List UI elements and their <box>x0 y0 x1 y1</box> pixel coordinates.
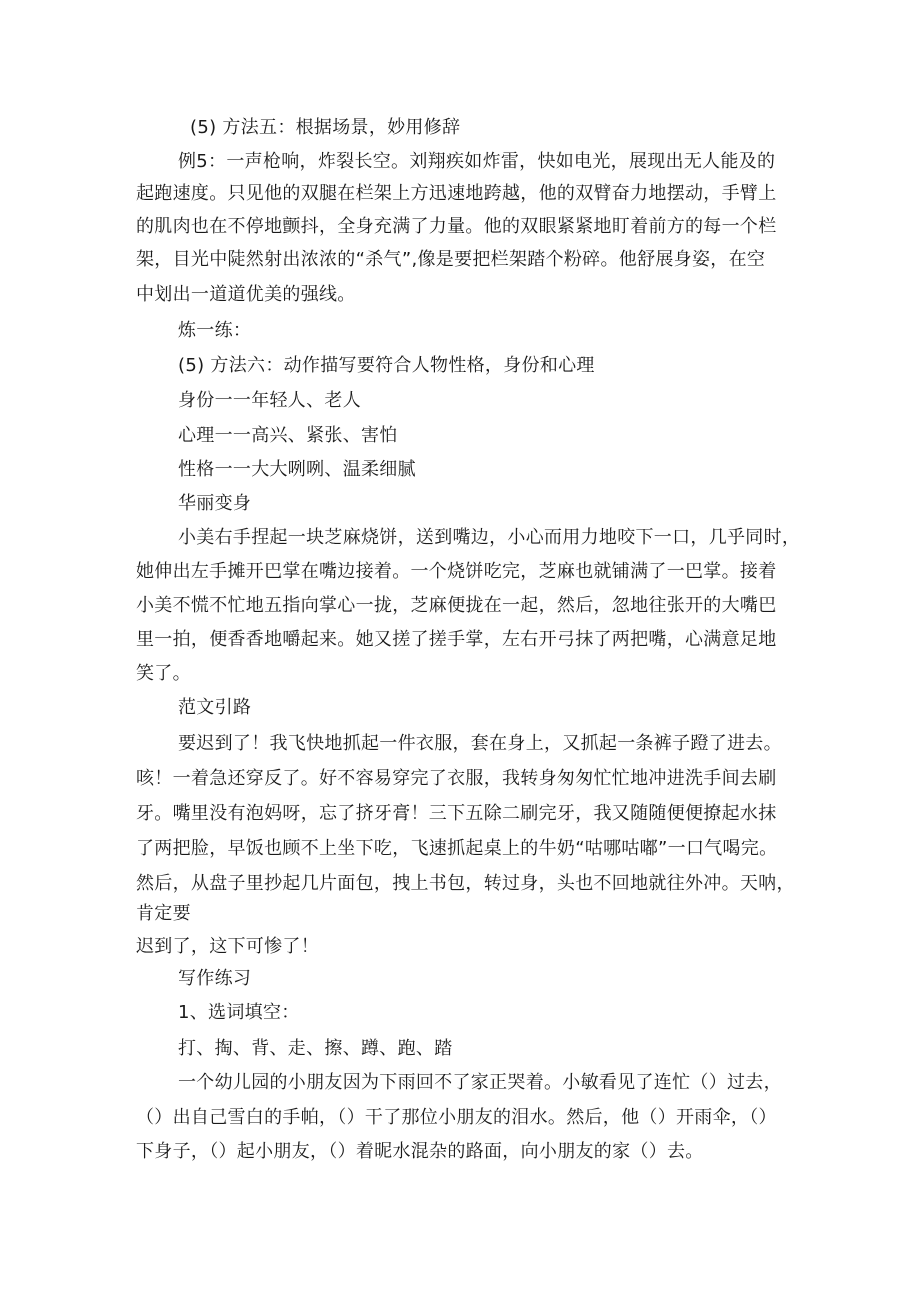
xiaomei-paragraph-line: 她伸出左手摊开巴掌在嘴边接着。一个烧饼吃完，芝麻也就铺满了一巴掌。接着 <box>136 561 777 582</box>
practice-heading: 炼一练： <box>178 320 252 341</box>
xiaomei-paragraph-line: 笑了。 <box>136 663 191 684</box>
example-five-line: 的肌肉也在不停地颤抖，全身充满了力量。他的双眼紧紧地盯着前方的每一个栏 <box>136 216 777 237</box>
writing-practice-heading: 写作练习 <box>178 968 252 989</box>
fill-in-blank-line: 下身子，（）起小朋友，（）着昵水混杂的路面，向小朋友的家（）去。 <box>136 1141 704 1162</box>
model-essay-line: 牙。嘴里没有泡妈呀，忘了挤牙膏！三下五除二刷完牙，我又随随便便撩起水抹 <box>136 803 777 824</box>
personality-line: 性格一一大大咧咧、温柔细腻 <box>178 459 416 480</box>
method-six-heading: (5) 方法六：动作描写要符合人物性格，身份和心理 <box>178 355 595 376</box>
psychology-line: 心理一一高兴、紧张、害怕 <box>178 425 398 446</box>
example-five-line: 架，目光中陡然射出浓浓的“杀气”,像是要把栏架踏个粉碎。他舒展身姿，在空 <box>136 249 766 270</box>
model-essay-line: 迟到了，这下可惨了！ <box>136 936 319 957</box>
xiaomei-paragraph-line: 小美右手捏起一块芝麻烧饼，送到嘴边，小心而用力地咬下一口，几乎同时， <box>178 527 801 548</box>
model-essay-line: 咳！一着急还穿反了。好不容易穿完了衣服，我转身匆匆忙忙地冲进洗手间去刷 <box>136 768 777 789</box>
identity-line: 身份一一年轻人、老人 <box>178 390 361 411</box>
example-five-line: 起跑速度。只见他的双腿在栏架上方迅速地跨越，他的双臂奋力地摆动，手臂上 <box>136 183 777 204</box>
xiaomei-paragraph-line: 里一拍，便香香地嚼起来。她又搓了搓手掌，左右开弓抹了两把嘴，心满意足地 <box>136 629 777 650</box>
xiaomei-paragraph-line: 小美不慌不忙地五指向掌心一拢，芝麻便拢在一起，然后，忽地往张开的大嘴巴 <box>136 595 777 616</box>
model-essay-line: 然后，从盘子里抄起几片面包，拽上书包，转过身，头也不回地就往外冲。天呐， <box>136 873 795 894</box>
model-essay-heading: 范文引路 <box>178 697 252 718</box>
fill-in-blank-line: （）出自己雪白的手帕，（）干了那位小朋友的泪水。然后，他（）开雨伞，（） <box>136 1107 777 1128</box>
method-five-heading: (5) 方法五：根据场景，妙用修辞 <box>190 117 461 138</box>
transformation-heading: 华丽变身 <box>178 493 252 514</box>
exercise-instruction: 1、选词填空： <box>178 1002 300 1023</box>
example-five-line: 例5：一声枪响，炸裂长空。刘翔疾如炸雷，快如电光，展现出无人能及的 <box>178 151 776 172</box>
model-essay-line: 肯定要 <box>136 903 191 924</box>
example-five-line: 中划出一道道优美的强线。 <box>136 284 356 305</box>
model-essay-line: 了两把脸，早饭也顾不上坐下吃，飞速抓起桌上的牛奶“咕哪咕嘟”一口气喝完。 <box>136 838 778 859</box>
word-choices: 打、掏、背、走、擦、蹲、跑、踏 <box>178 1038 453 1059</box>
model-essay-line: 要迟到了！我飞快地抓起一件衣服，套在身上，又抓起一条裤子蹬了进去。 <box>178 733 782 754</box>
fill-in-blank-line: 一个幼儿园的小朋友因为下雨回不了家正哭着。小敏看见了连忙（）过去， <box>178 1072 782 1093</box>
